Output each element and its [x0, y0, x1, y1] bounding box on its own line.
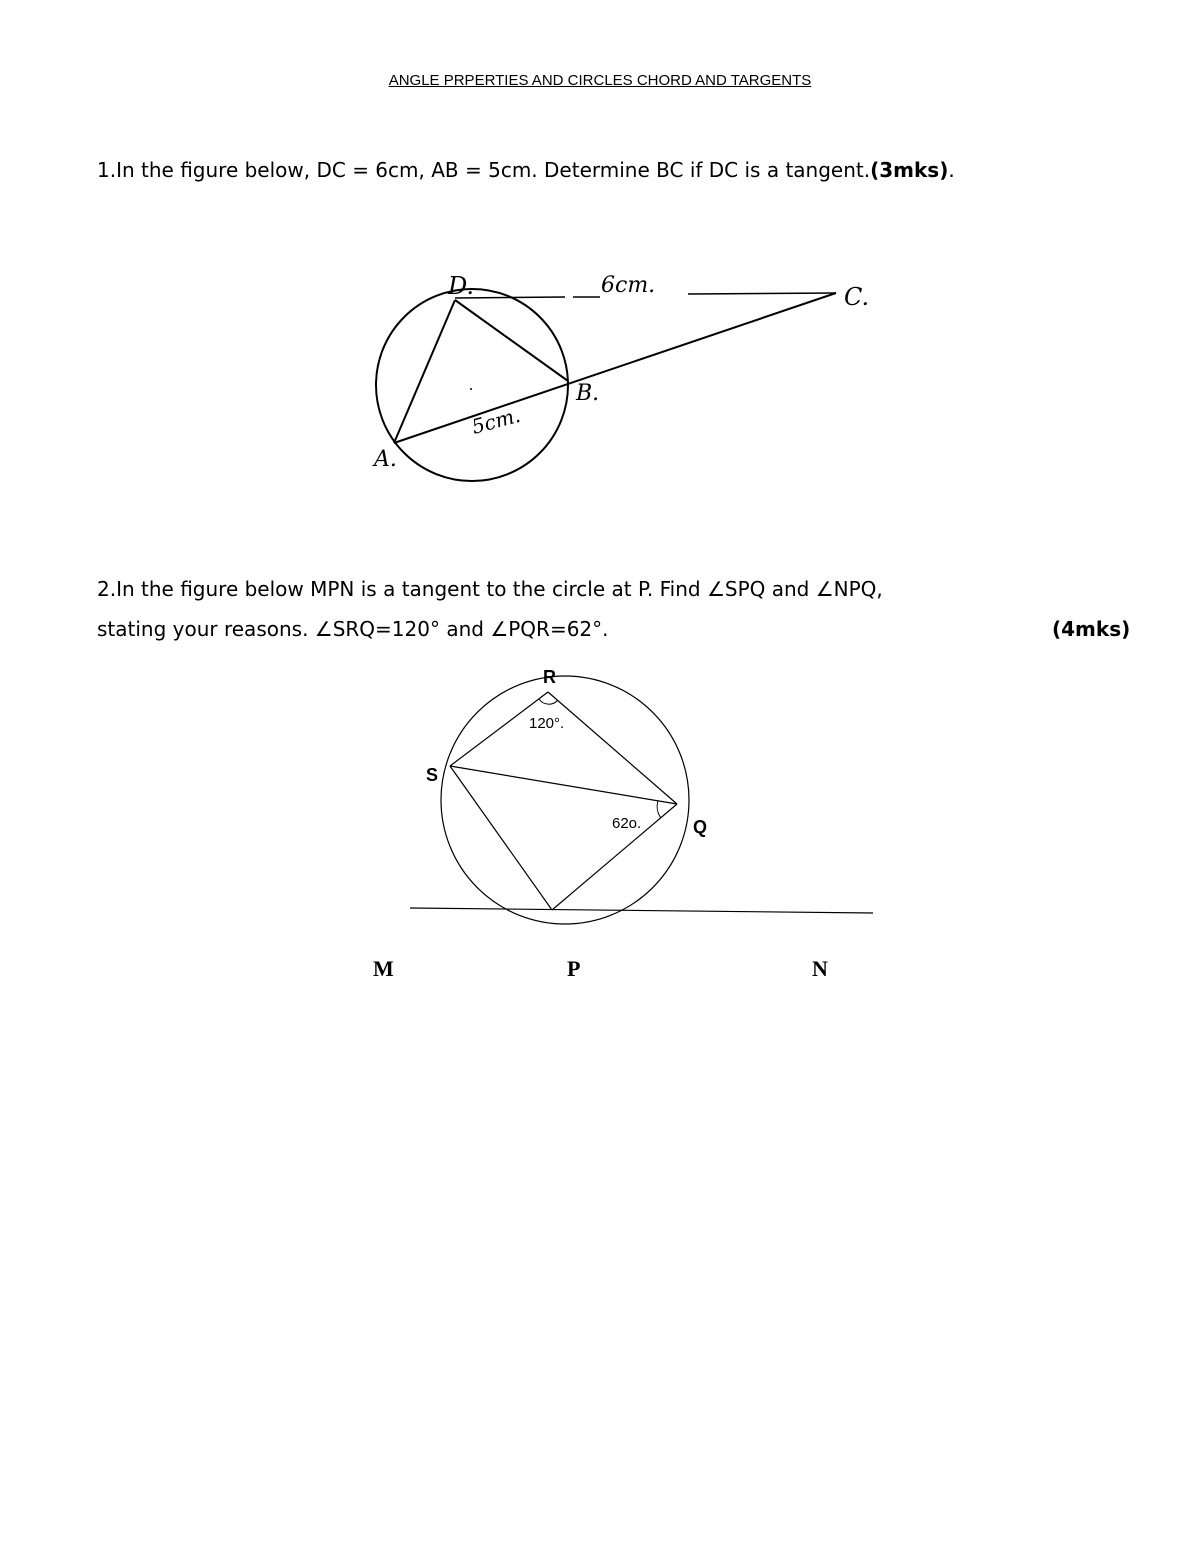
chord-sq [450, 766, 677, 804]
label-ab-length: 5cm. [469, 402, 523, 439]
label-dc-length: 6cm. [601, 273, 656, 298]
label-b: B. [576, 381, 600, 406]
question-1-end: . [948, 158, 955, 182]
chord-sp [450, 766, 552, 910]
label-n: N [812, 956, 828, 981]
question-2-line-1: 2.In the figure below MPN is a tangent to the circle at P. Find ∠SPQ and ∠NPQ, [97, 577, 883, 601]
label-p: P [567, 956, 581, 981]
tangent-mpn [410, 908, 873, 913]
angle-arc-q [657, 801, 661, 818]
question-2-marks: (4mks) [1052, 617, 1131, 641]
label-r: R [543, 667, 556, 687]
label-a: A. [374, 447, 397, 472]
angle-r-value: 120°. [529, 715, 565, 732]
chord-rq [548, 692, 677, 804]
angle-q-value: 62o. [612, 815, 642, 832]
label-q: Q [693, 817, 708, 837]
label-d: D. [448, 272, 475, 300]
document-title-text: ANGLE PRPERTIES AND CIRCLES CHORD AND TARGENTS [388, 72, 812, 89]
label-s: S [426, 765, 439, 785]
question-1-text: 1.In the figure below, DC = 6cm, AB = 5cm. Determine BC if DC is a tangent. [97, 158, 871, 182]
label-c: C. [844, 283, 870, 311]
question-2-line-2: stating your reasons. ∠SRQ=120° and ∠PQR=62°. [97, 617, 609, 641]
label-m: M [373, 956, 394, 981]
angle-arc-r [539, 699, 558, 704]
question-1-marks: (3mks) [870, 158, 949, 182]
